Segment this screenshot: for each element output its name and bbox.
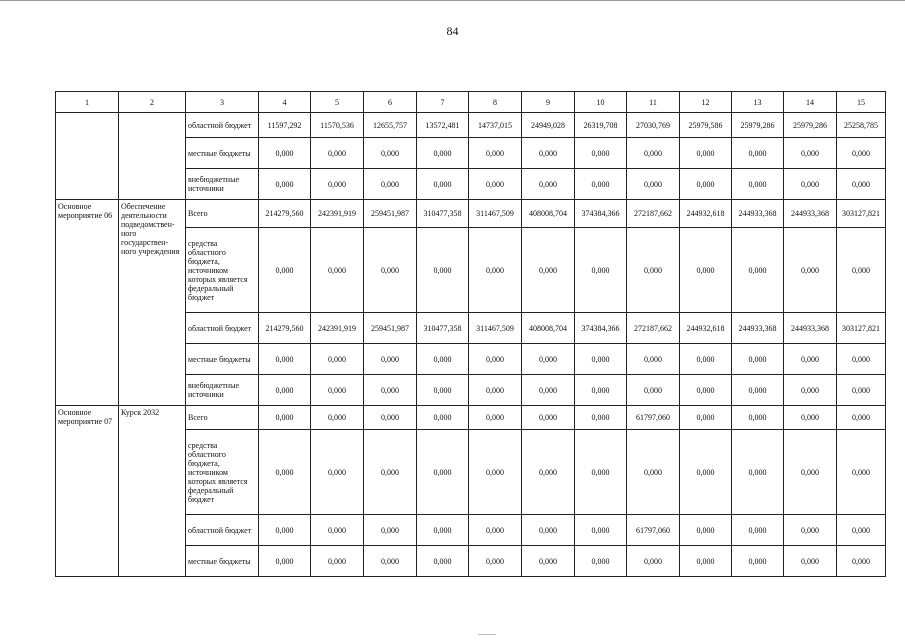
amount-cell: 25979,286 [732,113,784,138]
amount-cell: 0,000 [837,138,886,169]
amount-cell: 0,000 [784,344,837,375]
funding-source-cell: внебюджетные источники [186,375,259,406]
amount-cell: 0,000 [364,138,417,169]
amount-cell: 0,000 [522,344,575,375]
amount-cell: 0,000 [417,344,469,375]
funding-source-cell: Всего [186,406,259,430]
amount-cell: 0,000 [627,430,680,515]
amount-cell: 0,000 [469,430,522,515]
amount-cell: 25258,785 [837,113,886,138]
column-number: 1 [56,92,119,113]
amount-cell: 61797,060 [627,515,680,546]
amount-cell: 0,000 [732,169,784,200]
amount-cell: 244933,368 [732,200,784,228]
funding-source-cell: средства областного бюджета, источником которых является федеральный бюджет [186,228,259,313]
amount-cell: 61797,060 [627,406,680,430]
amount-cell: 0,000 [259,344,311,375]
column-number: 7 [417,92,469,113]
amount-cell: 0,000 [259,375,311,406]
amount-cell: 0,000 [522,375,575,406]
amount-cell: 0,000 [837,430,886,515]
amount-cell: 0,000 [575,138,627,169]
amount-cell: 0,000 [311,515,364,546]
amount-cell: 0,000 [627,546,680,577]
activity-name-cell: Основное мероприятие 07 [56,406,119,577]
amount-cell: 0,000 [680,169,732,200]
amount-cell: 0,000 [522,515,575,546]
amount-cell: 242391,919 [311,313,364,344]
amount-cell: 14737,015 [469,113,522,138]
amount-cell: 0,000 [575,375,627,406]
column-number: 13 [732,92,784,113]
amount-cell: 0,000 [522,138,575,169]
amount-cell: 0,000 [837,375,886,406]
amount-cell: 0,000 [575,344,627,375]
amount-cell: 11597,292 [259,113,311,138]
activity-description-cell [119,113,186,200]
amount-cell: 0,000 [469,406,522,430]
column-number-row [56,92,886,113]
amount-cell: 0,000 [259,430,311,515]
column-number: 11 [627,92,680,113]
funding-source-cell: средства областного бюджета, источником которых является федеральный бюджет [186,430,259,515]
amount-cell: 244933,368 [784,313,837,344]
funding-source-cell: областной бюджет [186,515,259,546]
amount-cell: 0,000 [680,138,732,169]
amount-cell: 0,000 [259,515,311,546]
amount-cell: 0,000 [732,430,784,515]
amount-cell: 0,000 [784,228,837,313]
amount-cell: 0,000 [469,375,522,406]
column-number: 4 [259,92,311,113]
amount-cell: 0,000 [627,228,680,313]
amount-cell: 214279,560 [259,200,311,228]
scan-edge-line [0,0,905,1]
amount-cell: 0,000 [732,228,784,313]
amount-cell: 13572,481 [417,113,469,138]
amount-cell: 244933,368 [784,200,837,228]
amount-cell: 25979,586 [680,113,732,138]
column-number: 14 [784,92,837,113]
column-number: 8 [469,92,522,113]
funding-source-cell: внебюджетные источники [186,169,259,200]
amount-cell: 0,000 [417,546,469,577]
amount-cell: 310477,358 [417,313,469,344]
amount-cell: 0,000 [311,546,364,577]
amount-cell: 0,000 [680,430,732,515]
amount-cell: 0,000 [837,546,886,577]
funding-source-cell: областной бюджет [186,113,259,138]
activity-name-cell [56,113,119,200]
amount-cell: 0,000 [259,406,311,430]
amount-cell: 0,000 [311,406,364,430]
amount-cell: 0,000 [732,406,784,430]
amount-cell: 0,000 [575,515,627,546]
amount-cell: 0,000 [837,406,886,430]
amount-cell: 0,000 [837,228,886,313]
amount-cell: 272187,662 [627,200,680,228]
amount-cell: 0,000 [732,138,784,169]
amount-cell: 0,000 [469,138,522,169]
amount-cell: 214279,560 [259,313,311,344]
amount-cell: 311467,509 [469,313,522,344]
column-number: 3 [186,92,259,113]
amount-cell: 0,000 [680,228,732,313]
amount-cell: 0,000 [837,515,886,546]
column-number: 5 [311,92,364,113]
amount-cell: 0,000 [732,546,784,577]
amount-cell: 0,000 [627,169,680,200]
amount-cell: 27030,769 [627,113,680,138]
amount-cell: 0,000 [364,515,417,546]
amount-cell: 0,000 [364,406,417,430]
column-number: 10 [575,92,627,113]
amount-cell: 374384,366 [575,200,627,228]
amount-cell: 0,000 [784,169,837,200]
activity-description-cell: Обеспечение деятельности подведомствен-ного государствен-ного учреждения [119,200,186,406]
amount-cell: 0,000 [469,228,522,313]
amount-cell: 0,000 [364,430,417,515]
amount-cell: 374384,366 [575,313,627,344]
amount-cell: 0,000 [522,430,575,515]
amount-cell: 0,000 [417,515,469,546]
activity-name-cell: Основное мероприятие 06 [56,200,119,406]
amount-cell: 408008,704 [522,313,575,344]
amount-cell: 259451,987 [364,200,417,228]
amount-cell: 0,000 [311,375,364,406]
amount-cell: 0,000 [364,169,417,200]
amount-cell: 0,000 [680,406,732,430]
amount-cell: 0,000 [311,344,364,375]
column-number: 2 [119,92,186,113]
amount-cell: 12655,757 [364,113,417,138]
column-number: 9 [522,92,575,113]
amount-cell: 0,000 [732,344,784,375]
amount-cell: 0,000 [364,228,417,313]
amount-cell: 0,000 [417,169,469,200]
funding-source-cell: Всего [186,200,259,228]
amount-cell: 303127,821 [837,200,886,228]
column-number: 15 [837,92,886,113]
budget-table [55,91,886,577]
amount-cell: 0,000 [522,406,575,430]
amount-cell: 0,000 [311,228,364,313]
amount-cell: 0,000 [469,546,522,577]
column-number: 12 [680,92,732,113]
amount-cell: 0,000 [680,375,732,406]
amount-cell: 11570,536 [311,113,364,138]
amount-cell: 0,000 [680,546,732,577]
amount-cell: 0,000 [311,169,364,200]
amount-cell: 0,000 [364,546,417,577]
amount-cell: 303127,821 [837,313,886,344]
amount-cell: 272187,662 [627,313,680,344]
table-row [56,200,886,228]
amount-cell: 0,000 [837,344,886,375]
amount-cell: 0,000 [732,515,784,546]
amount-cell: 0,000 [680,515,732,546]
amount-cell: 0,000 [784,138,837,169]
amount-cell: 311467,509 [469,200,522,228]
funding-source-cell: местные бюджеты [186,546,259,577]
amount-cell: 0,000 [417,228,469,313]
funding-source-cell: местные бюджеты [186,138,259,169]
amount-cell: 0,000 [522,169,575,200]
amount-cell: 0,000 [311,138,364,169]
amount-cell: 0,000 [575,406,627,430]
amount-cell: 0,000 [784,430,837,515]
amount-cell: 0,000 [311,430,364,515]
table-row [56,113,886,138]
amount-cell: 0,000 [522,546,575,577]
amount-cell: 0,000 [784,546,837,577]
amount-cell: 0,000 [837,169,886,200]
amount-cell: 0,000 [680,344,732,375]
amount-cell: 0,000 [417,406,469,430]
amount-cell: 0,000 [417,138,469,169]
funding-source-cell: местные бюджеты [186,344,259,375]
amount-cell: 0,000 [259,138,311,169]
amount-cell: 310477,358 [417,200,469,228]
amount-cell: 26319,708 [575,113,627,138]
amount-cell: 0,000 [522,228,575,313]
amount-cell: 0,000 [784,375,837,406]
amount-cell: 408008,704 [522,200,575,228]
activity-description-cell: Курск 2032 [119,406,186,577]
table-row [56,406,886,430]
page-number: 84 [446,24,459,38]
amount-cell: 0,000 [627,138,680,169]
amount-cell: 259451,987 [364,313,417,344]
amount-cell: 0,000 [417,375,469,406]
amount-cell: 0,000 [364,344,417,375]
amount-cell: 0,000 [259,169,311,200]
funding-source-cell: областной бюджет [186,313,259,344]
table-body [56,113,886,577]
amount-cell: 0,000 [575,228,627,313]
amount-cell: 24949,028 [522,113,575,138]
amount-cell: 0,000 [259,546,311,577]
amount-cell: 0,000 [784,515,837,546]
amount-cell: 0,000 [575,169,627,200]
amount-cell: 244933,368 [732,313,784,344]
amount-cell: 0,000 [627,344,680,375]
amount-cell: 0,000 [575,546,627,577]
amount-cell: 242391,919 [311,200,364,228]
column-number: 6 [364,92,417,113]
amount-cell: 25979,286 [784,113,837,138]
amount-cell: 0,000 [469,344,522,375]
amount-cell: 0,000 [784,406,837,430]
scan-mark [478,634,496,635]
amount-cell: 0,000 [417,430,469,515]
amount-cell: 0,000 [575,430,627,515]
amount-cell: 0,000 [469,169,522,200]
amount-cell: 244932,618 [680,313,732,344]
amount-cell: 0,000 [259,228,311,313]
amount-cell: 0,000 [627,375,680,406]
amount-cell: 0,000 [469,515,522,546]
amount-cell: 244932,618 [680,200,732,228]
amount-cell: 0,000 [732,375,784,406]
amount-cell: 0,000 [364,375,417,406]
